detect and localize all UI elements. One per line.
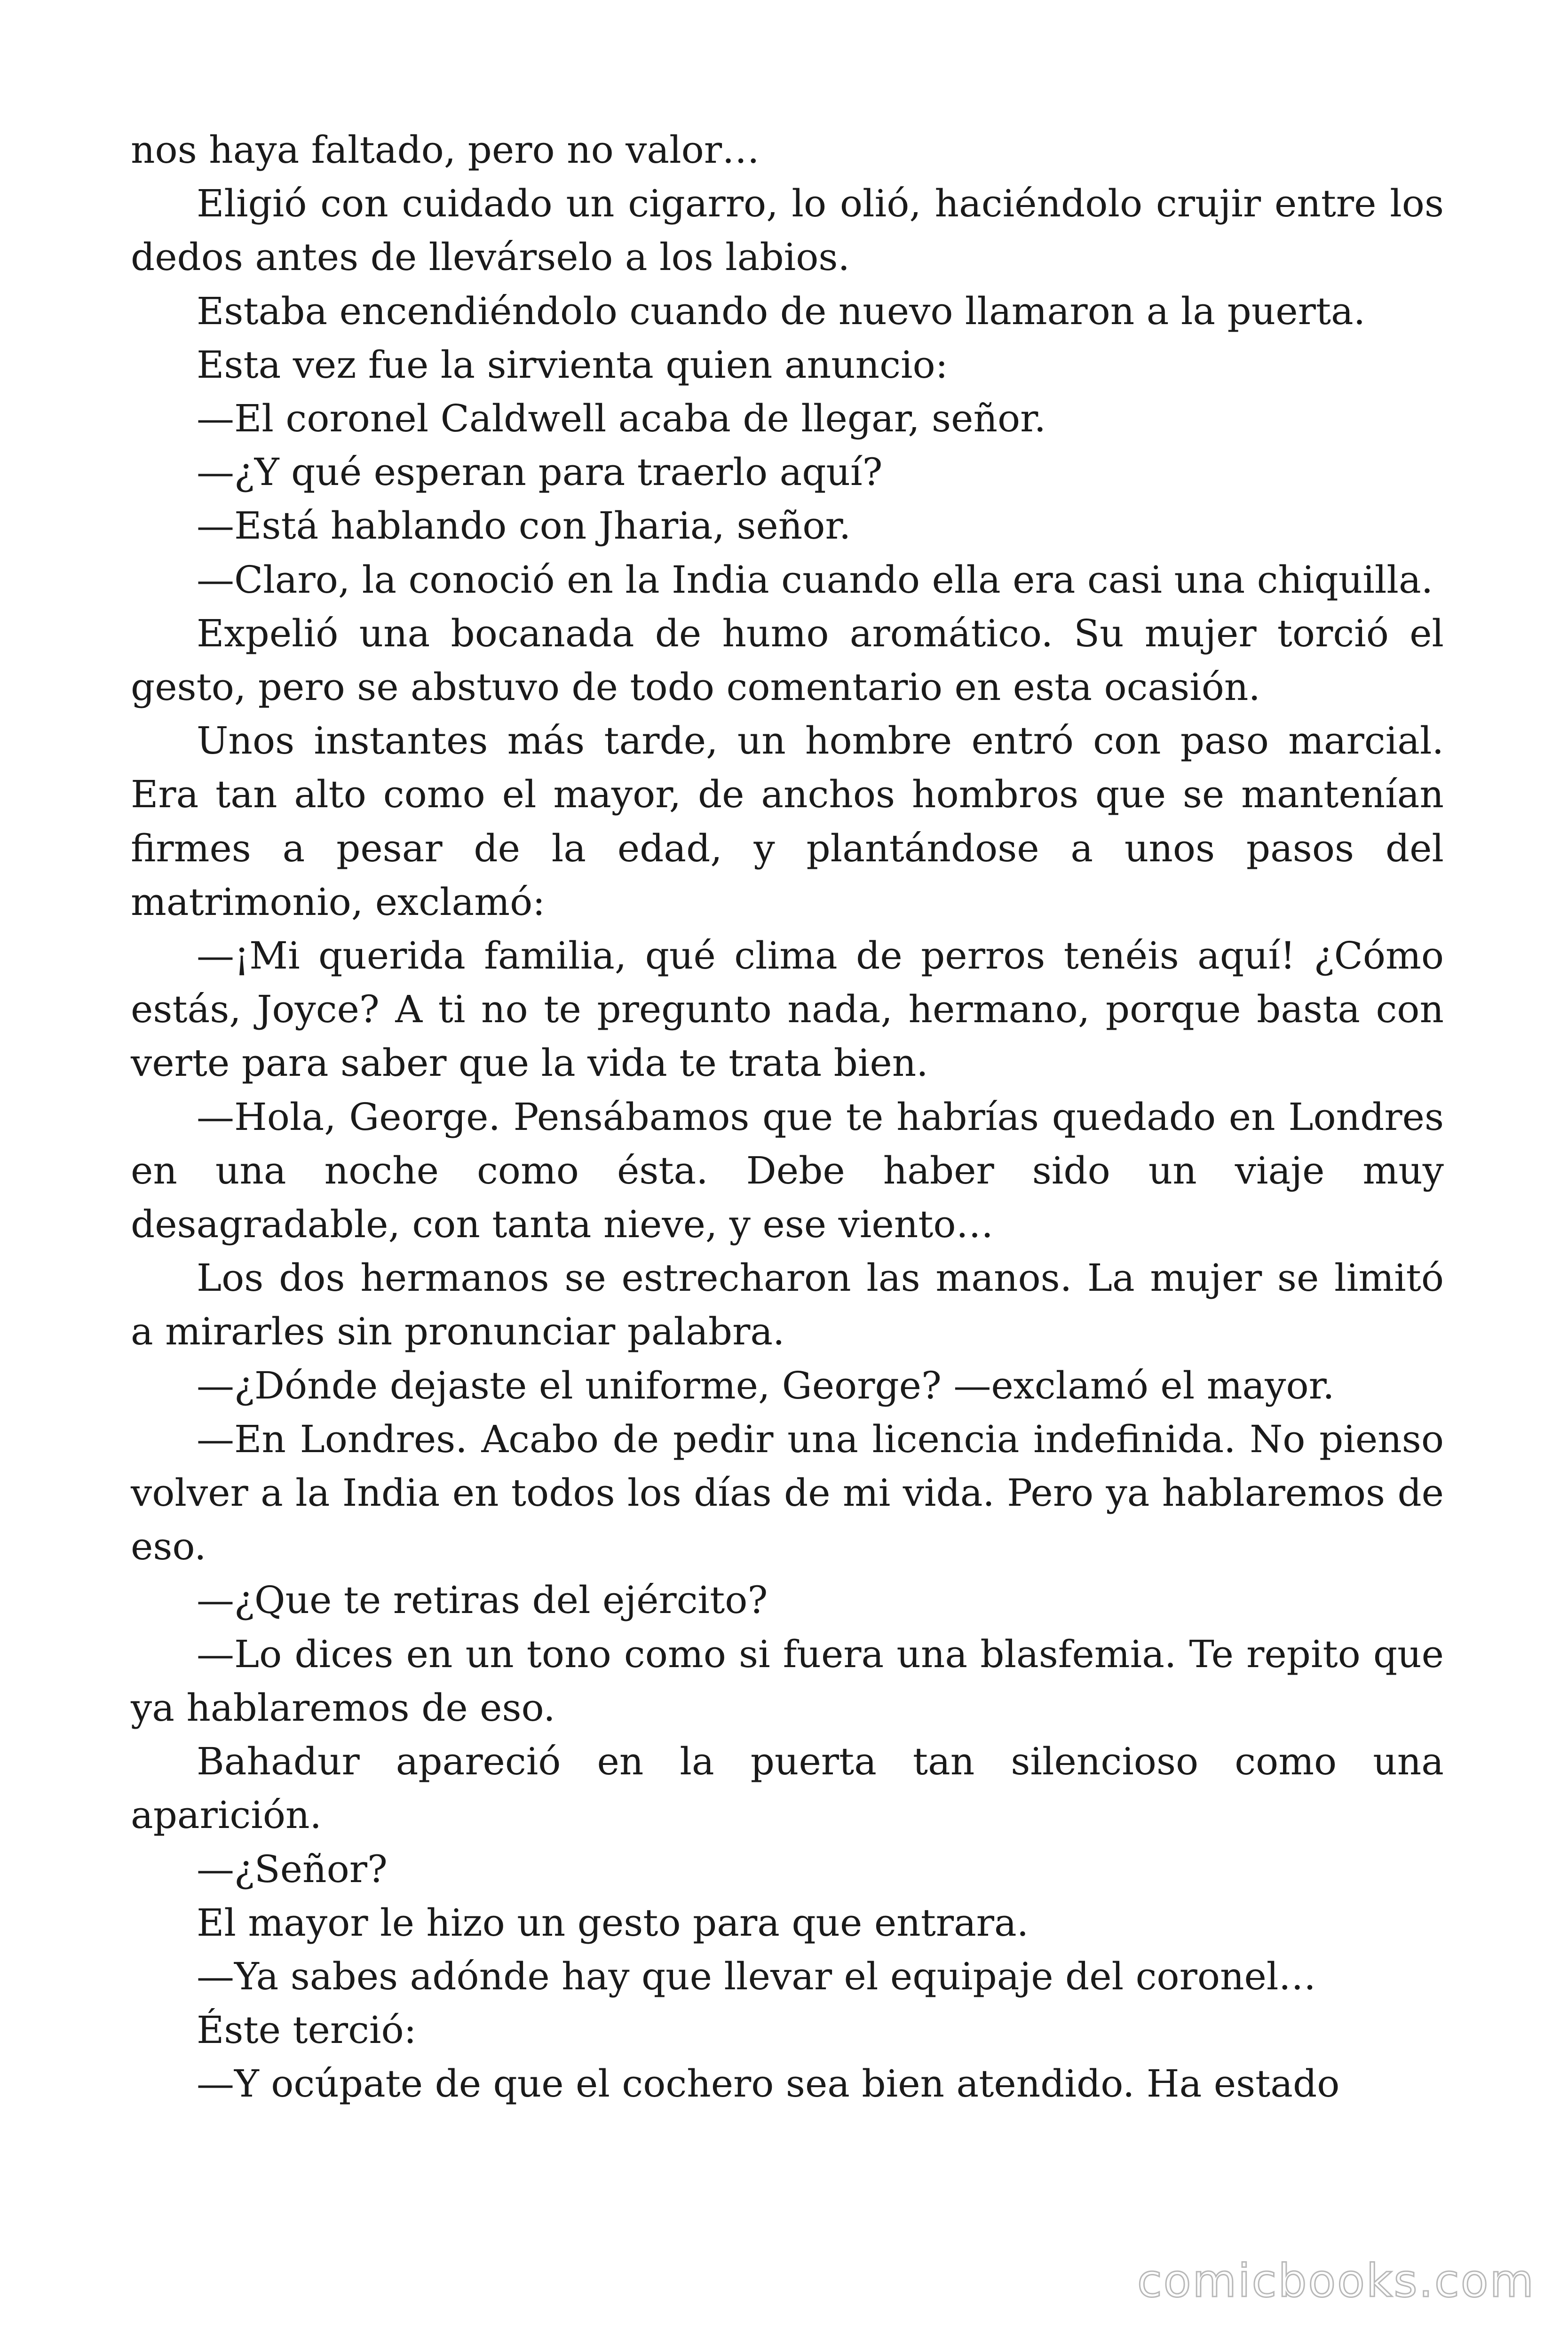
paragraph: —Ya sabes adónde hay que llevar el equipaje del coronel… <box>197 1954 1316 1998</box>
paragraph: Estaba encendiéndolo cuando de nuevo llamaron a la puerta. <box>197 289 1366 333</box>
paragraph: —En Londres. Acabo de pedir una licencia indefinida. No pienso volver a la India en todos los días de mi vida. Pero ya hablaremos de eso. <box>131 1417 1444 1569</box>
page-body <box>131 123 1444 2111</box>
paragraph: Eligió con cuidado un cigarro, lo olió, haciéndolo crujir entre los dedos antes de llevárselo a los labios. <box>131 182 1444 279</box>
paragraph: El mayor le hizo un gesto para que entrara. <box>197 1900 1029 1945</box>
paragraph: —¿Dónde dejaste el uniforme, George? —exclamó el mayor. <box>197 1363 1335 1407</box>
paragraph: Expelió una bocanada de humo aromático. Su mujer torció el gesto, pero se abstuvo de todo comentario en esta ocasión. <box>131 611 1444 709</box>
paragraph: Éste terció: <box>197 2008 417 2052</box>
paragraph: —Claro, la conoció en la India cuando ella era casi una chiquilla. <box>197 557 1433 602</box>
paragraph: —Lo dices en un tono como si fuera una blasfemia. Te repito que ya hablaremos de eso. <box>131 1632 1444 1730</box>
paragraph: Unos instantes más tarde, un hombre entró con paso marcial. Era tan alto como el mayor, de anchos hombros que se mantenían firmes a pesar de la edad, y plantándose a unos pasos del matrimonio, exclamó: <box>131 719 1444 924</box>
paragraph: —Está hablando con Jharia, señor. <box>197 504 851 548</box>
paragraph: —¿Y qué esperan para traerlo aquí? <box>197 450 883 494</box>
paragraph: —¡Mi querida familia, qué clima de perros tenéis aquí! ¿Cómo estás, Joyce? A ti no te pregunto nada, hermano, porque basta con verte para saber que la vida te trata bien. <box>131 934 1444 1085</box>
paragraph: —Y ocúpate de que el cochero sea bien atendido. Ha estado <box>197 2062 1340 2106</box>
paragraph: —El coronel Caldwell acaba de llegar, señor. <box>197 397 1046 441</box>
paragraph: —Hola, George. Pensábamos que te habrías quedado en Londres en una noche como ésta. Debe haber sido un viaje muy desagradable, con tanta nieve, y ese viento… <box>131 1095 1444 1247</box>
paragraph: Los dos hermanos se estrecharon las manos. La mujer se limitó a mirarles sin pronunciar palabra. <box>131 1256 1444 1354</box>
paragraph: —¿Señor? <box>197 1847 388 1891</box>
paragraph: —¿Que te retiras del ejército? <box>197 1578 768 1622</box>
paragraph: Esta vez fue la sirvienta quien anuncio: <box>197 342 948 387</box>
watermark: comicbooks.com <box>1137 2255 1535 2307</box>
paragraph: Bahadur apareció en la puerta tan silencioso como una aparición. <box>131 1740 1444 1837</box>
paragraph: nos haya faltado, pero no valor… <box>131 128 760 172</box>
